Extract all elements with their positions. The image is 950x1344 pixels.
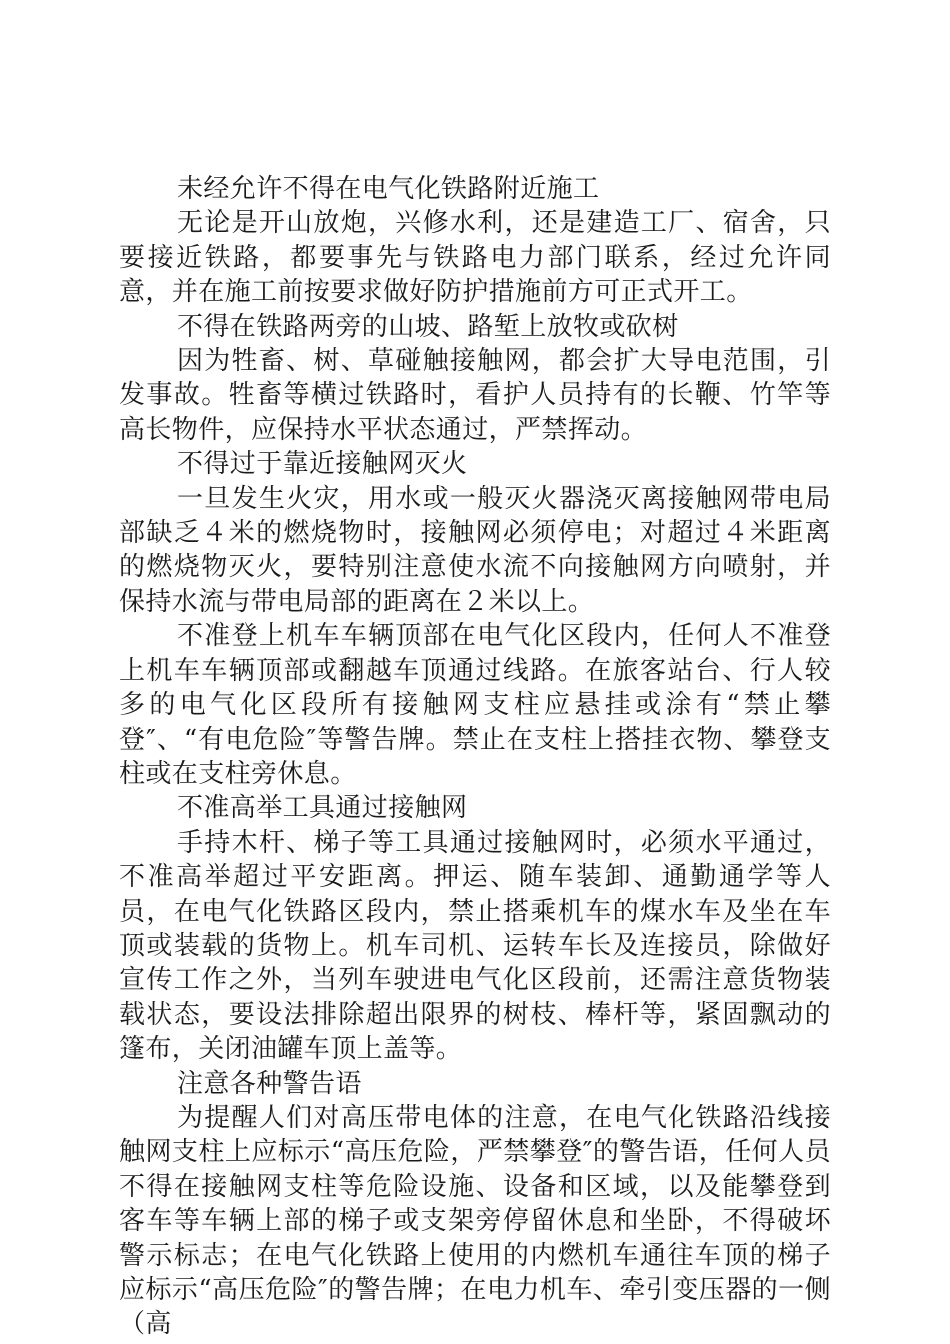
paragraph-grazing-rules: 因为牲畜、树、草碰触接触网，都会扩大导电范围，引发事故。牲畜等横过铁路时，看护人员持有的长鞭、竹竿等高长物件，应保持水平状态通过，严禁挥动。 <box>119 346 831 445</box>
heading-no-grazing: 不得在铁路两旁的山坡、路堑上放牧或砍树 <box>177 311 679 342</box>
paragraph-firefighting-rules: 一旦发生火灾，用水或一般灭火器浇灭离接触网带电局部缺乏４米的燃烧物时，接触网必须停电；对超过４米距离的燃烧物灭火，要特别注意使水流不向接触网方向喷射，并保持水流与带电局部的距离在２米以上。 <box>119 483 831 617</box>
paragraph-construction-rules: 无论是开山放炮，兴修水利，还是建造工厂、宿舍，只要接近铁路，都要事先与铁路电力部门联系，经过允许同意，并在施工前按要求做好防护措施前方可正式开工。 <box>119 208 831 308</box>
paragraph-no-climbing-vehicles: 不准登上机车车辆顶部在电气化区段内，任何人不准登上机车车辆顶部或翻越车顶通过线路。在旅客站台、行人较多的电气化区段所有接触网支柱应悬挂或涂有“禁止攀登″、“有电危险″等警告牌。禁止在支柱上搭挂衣物、攀登支柱或在支柱旁休息。 <box>119 621 831 789</box>
paragraph-tools-rules: 手持木杆、梯子等工具通过接触网时，必须水平通过，不准高举超过平安距离。押运、随车装卸、通勤通学等人员，在电气化铁路区段内，禁止搭乘机车的煤水车及坐在车顶或装载的货物上。机车司机、运转车长及连接员，除做好宣传工作之外，当列车驶进电气化区段前，还需注意货物装载状态，要设法排除超出限界的树枝、棒杆等，紧固飘动的篷布，关闭油罐车顶上盖等。 <box>119 827 831 1065</box>
document-body <box>119 172 831 1342</box>
heading-no-construction: 未经允许不得在电气化铁路附近施工 <box>177 174 600 204</box>
heading-warning-signs: 注意各种警告语 <box>177 1068 362 1099</box>
heading-no-raising-tools: 不准高举工具通过接触网 <box>177 793 468 824</box>
paragraph-warning-signs: 为提醒人们对高压带电体的注意，在电气化铁路沿线接触网支柱上应标示“高压危险，严禁攀登″的警告语，任何人员不得在接触网支柱等危险设施、设备和区域，以及能攀登到客车等车辆上部的梯子或支架旁停留休息和坐卧，不得破坏警示标志；在电气化铁路上使用的内燃机车通往车顶的梯子应标示“高压危险″的警告牌；在电力机车、牵引变压器的一侧（高 <box>119 1102 831 1340</box>
heading-firefighting: 不得过于靠近接触网灭火 <box>177 449 468 480</box>
